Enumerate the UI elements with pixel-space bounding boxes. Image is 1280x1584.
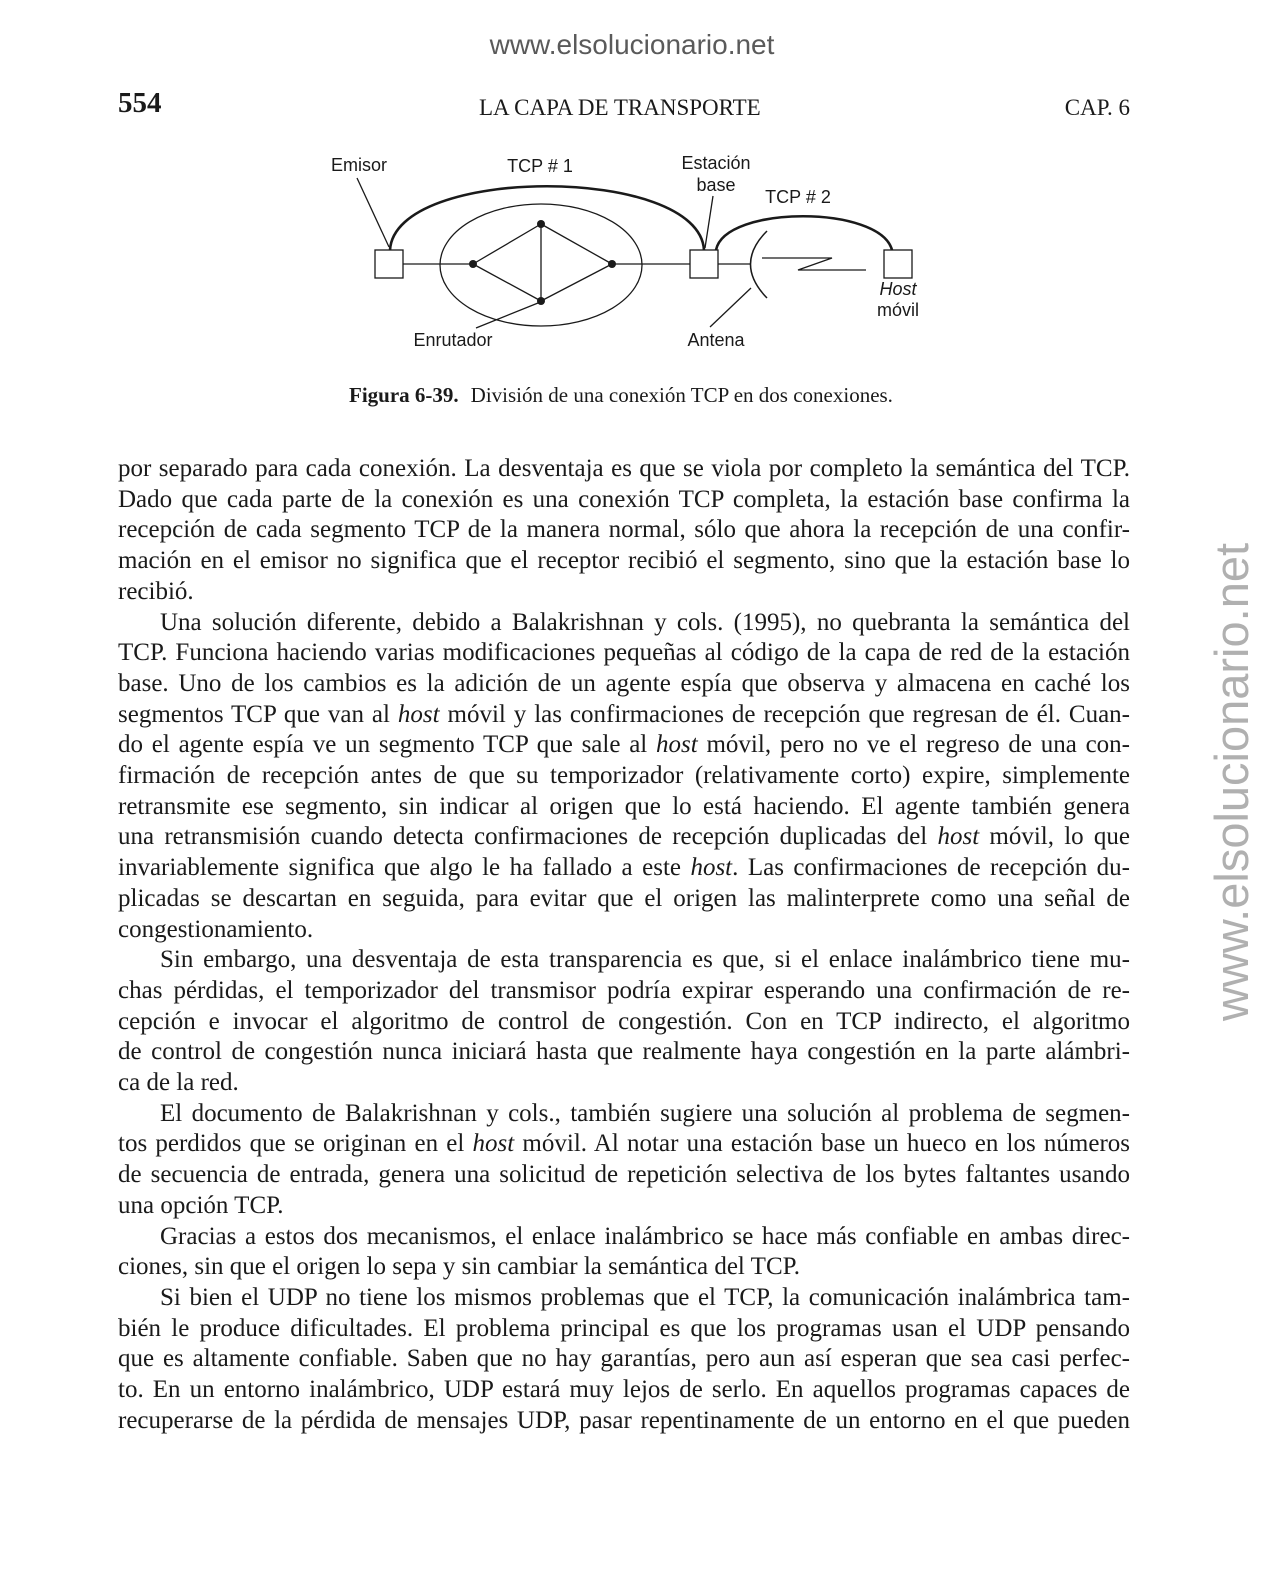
tcp2-connection-arc [716,216,892,250]
text-run: móvil. Al notar una estación base un hueco en los números [514,1130,1130,1158]
router-node [469,260,477,268]
label-host-1: Host [879,279,917,299]
router-node [608,260,616,268]
wireless-link-zigzag [762,258,866,270]
text-run: tos perdidos que se originan en el [118,1130,473,1158]
text-line: una opción TCP. [118,1191,284,1219]
label-base-station-1: Estación [681,153,751,173]
text-line: firmación de recepción antes de que su temporizador (relativamente corto) expire, simplemente [118,762,1130,790]
text-line: Si bien el UDP no tiene los mismos problemas que el TCP, la comunicación inalámbrica tam- [160,1283,1130,1311]
label-sender: Emisor [330,155,388,175]
antenna-pointer [710,288,751,327]
text-line: ca de la red. [118,1069,239,1097]
body-paragraph [118,1222,1130,1283]
text-run: móvil y las confirmaciones de recepción que regresan de él. Cuan- [439,700,1130,728]
base-station-pointer [705,196,713,248]
text-run: móvil, lo que [979,823,1130,851]
text-line: Una solución diferente, debido a Balakrishnan y cols. (1995), no quebranta la semántica del [160,608,1130,636]
label-base-station-2: base [696,175,736,195]
italic-term: host [656,731,698,759]
router-node [537,297,545,305]
label-tcp2: TCP # 2 [765,187,831,207]
router-node [537,220,545,228]
text-line: de control de congestión nunca iniciará hasta que realmente haya congestión en la parte alámbri- [118,1038,1130,1066]
text-line: de secuencia de entrada, genera una solicitud de repetición selectiva de los bytes faltantes usando [118,1161,1130,1189]
watermark-url-top: www.elsolucionario.net [489,29,775,60]
text-line: retransmite ese segmento, sin indicar al origen que lo está haciendo. El agente también genera [118,792,1130,820]
italic-term: host [690,854,733,882]
text-line: congestionamiento. [118,915,314,943]
text-line [118,730,1130,761]
body-paragraph [118,454,1130,608]
text-line: bién le produce dificultades. El problema principal es que los programas usan el UDP pensando [118,1314,1130,1342]
text-line: Sin embargo, una desventaja de esta transparencia es que, si el enlace inalámbrico tiene mu- [160,946,1130,974]
text-line: to. En un entorno inalámbrico, UDP estará muy lejos de serlo. En aquellos programas capaces de [118,1376,1130,1404]
sender-pointer [357,178,389,247]
tcp1-connection-arc [390,186,704,250]
text-run: invariablemente significa que algo le ha fallado a este [118,854,691,882]
text-line [118,853,1130,884]
body-paragraph [118,1283,1130,1437]
watermark-url-side: www.elsolucionario.net [1205,542,1258,1022]
figure-caption-text: División de una conexión TCP en dos conexiones. [470,383,893,407]
label-router: Enrutador [413,330,493,350]
text-run: do el agente espía ve un segmento TCP que sale al [118,731,657,759]
text-line: El documento de Balakrishnan y cols., también sugiere una solución al problema de segmen- [160,1099,1130,1127]
text-line: por separado para cada conexión. La desventaja es que se viola por completo la semántica del TCP. [118,455,1130,482]
sender-box [375,250,403,278]
page-number: 554 [118,87,162,119]
text-run: móvil, pero no ve el regreso de una con- [697,731,1130,759]
text-line: ciones, sin que el origen lo sepa y sin cambiar la semántica del TCP. [118,1253,801,1281]
body-paragraph [118,608,1130,946]
text-line: recibió. [118,577,194,605]
text-run: segmentos TCP que van al [118,700,398,728]
figure-caption-label: Figura 6-39. [349,383,459,407]
label-host-2: móvil [876,300,920,320]
text-line: base. Uno de los cambios es la adición de un agente espía que observa y almacena en caché los [118,669,1130,697]
router-link [473,264,541,301]
running-title: LA CAPA DE TRANSPORTE [479,95,761,120]
router-link [541,224,612,264]
antenna-icon [751,231,768,298]
text-line: recepción de cada segmento TCP de la manera normal, sólo que ahora la recepción de una confir- [118,516,1130,544]
text-line: cepción e invocar el algoritmo de control de congestión. Con en TCP indirecto, el algoritmo [118,1007,1130,1035]
text-line: Gracias a estos dos mecanismos, el enlace inalámbrico se hace más confiable en ambas direc- [160,1222,1130,1250]
text-run: una retransmisión cuando detecta confirmaciones de recepción duplicadas del [118,823,938,851]
mobile-host-box [884,250,912,278]
figure-caption [349,385,893,406]
tcp-split-diagram [300,140,960,360]
router-link [541,264,612,301]
body-paragraph [118,1099,1130,1222]
text-line [118,822,1130,853]
italic-term: host [397,700,440,728]
text-line: recuperarse de la pérdida de mensajes UDP, pasar repentinamente de un entorno en el que pueden [118,1406,1130,1434]
text-line: Dado que cada parte de la conexión es una conexión TCP completa, la estación base confirma la [118,485,1130,513]
text-line [118,700,1130,731]
chapter-label: CAP. 6 [1064,95,1130,120]
text-line [118,1129,1130,1160]
text-run: . Las confirmaciones de recepción du- [732,854,1130,882]
base-station-box [690,250,718,278]
body-paragraph [118,945,1130,1099]
label-antenna: Antena [687,330,745,350]
text-line: mación en el emisor no significa que el receptor recibió el segmento, sino que la estación base lo [118,547,1130,575]
italic-term: host [937,823,980,851]
text-line: TCP. Funciona haciendo varias modificaciones pequeñas al código de la capa de red de la estación [118,639,1130,667]
text-line: que es altamente confiable. Saben que no hay garantías, pero aun así esperan que sea casi perfec- [118,1345,1130,1373]
router-link [473,224,541,264]
italic-term: host [472,1130,515,1158]
text-line: chas pérdidas, el temporizador del transmisor podría expirar esperando una confirmación de re- [118,976,1130,1004]
text-line: plicadas se descartan en seguida, para evitar que el origen las malinterprete como una señal de [118,884,1130,912]
body-text [118,454,1130,1437]
label-tcp1: TCP # 1 [507,156,573,176]
